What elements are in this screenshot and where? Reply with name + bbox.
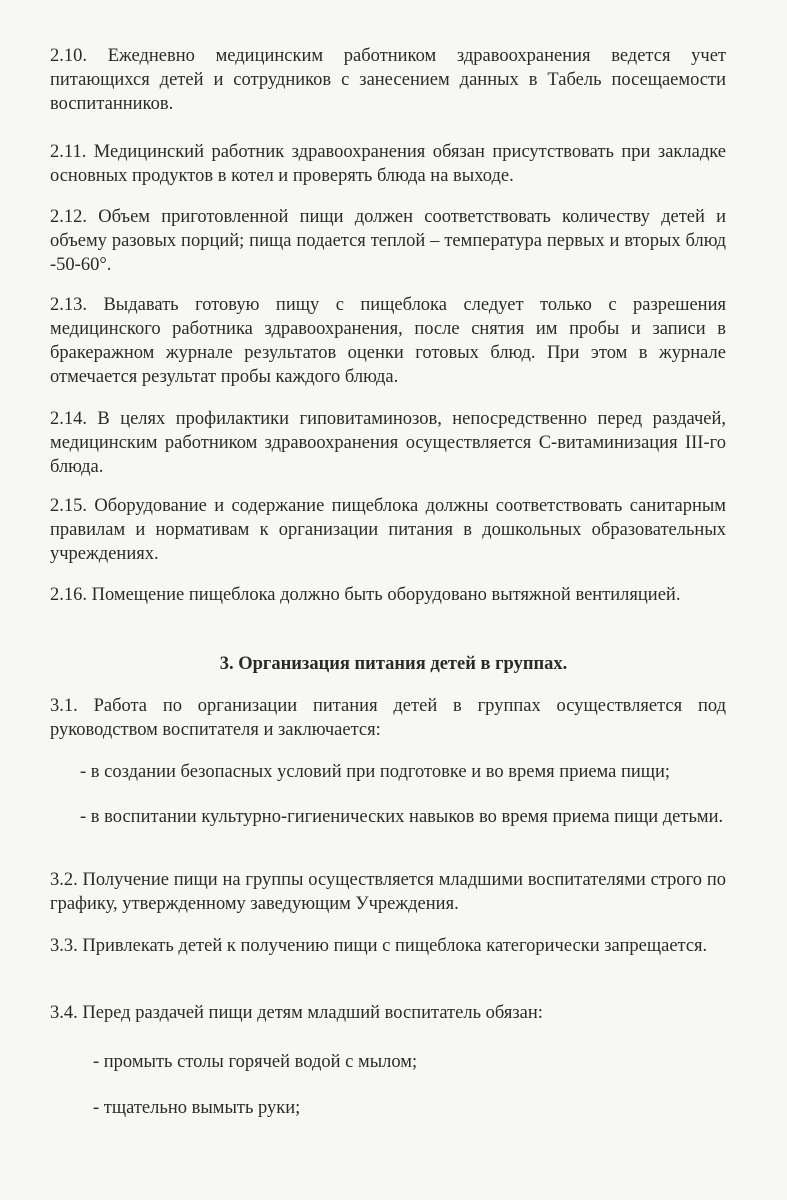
paragraph-2-10: 2.10. Ежедневно медицинским работником здравоохранения ведется учет питающихся детей и сотрудников с занесением данных в Табель посещаемости воспитанников. xyxy=(50,46,726,114)
paragraph-2-12: 2.12. Объем приготовленной пищи должен соответствовать количеству детей и объему разовых порций; пища подается теплой – температура первых и вторых блюд -50-60°. xyxy=(50,207,726,275)
list-item-3-4-b: - тщательно вымыть руки; xyxy=(93,1098,301,1118)
paragraph-2-13: 2.13. Выдавать готовую пищу с пищеблока следует только с разрешения медицинского работника здравоохранения, после снятия им пробы и записи в бракеражном журнале результатов оценки готовых блюд. При этом в журнале отмечается результат пробы каждого блюда. xyxy=(50,295,726,387)
section-3-heading: 3. Организация питания детей в группах. xyxy=(219,654,568,674)
paragraph-3-4: 3.4. Перед раздачей пищи детям младший воспитатель обязан: xyxy=(50,1003,543,1023)
paragraph-2-11: 2.11. Медицинский работник здравоохранения обязан присутствовать при закладке основных продуктов в котел и проверять блюда на выходе. xyxy=(50,142,726,186)
list-item-3-1-b: - в воспитании культурно-гигиенических навыков во время приема пищи детьми. xyxy=(80,807,724,827)
paragraph-2-15: 2.15. Оборудование и содержание пищеблока должны соответствовать санитарным правилам и нормативам к организации питания в дошкольных образовательных учреждениях. xyxy=(50,496,726,564)
paragraph-3-2: 3.2. Получение пищи на группы осуществляется младшими воспитателями строго по графику, утвержденному заведующим Учреждения. xyxy=(50,870,726,914)
paragraph-3-3: 3.3. Привлекать детей к получению пищи с пищеблока категорически запрещается. xyxy=(50,936,708,956)
list-item-3-4-a: - промыть столы горячей водой с мылом; xyxy=(93,1052,418,1072)
list-item-3-1-a: - в создании безопасных условий при подготовке и во время приема пищи; xyxy=(80,762,671,782)
paragraph-2-14: 2.14. В целях профилактики гиповитаминозов, непосредственно перед раздачей, медицинским работником здравоохранения осуществляется С-витаминизация III-го блюда. xyxy=(50,409,726,477)
paragraph-3-1: 3.1. Работа по организации питания детей в группах осуществляется под руководством воспитателя и заключается: xyxy=(50,696,726,740)
paragraph-2-16: 2.16. Помещение пищеблока должно быть оборудовано вытяжной вентиляцией. xyxy=(50,585,681,605)
